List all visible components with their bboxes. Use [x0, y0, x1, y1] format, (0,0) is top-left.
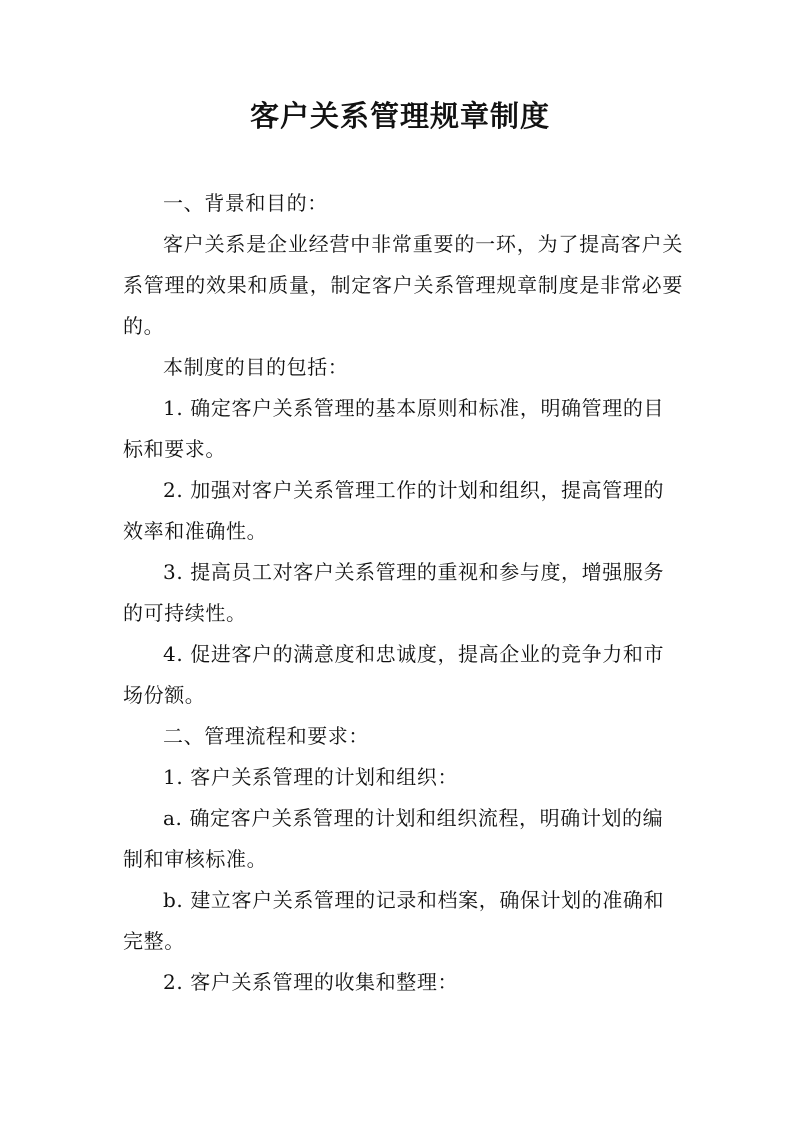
section-heading-process: 二、管理流程和要求： — [163, 724, 369, 748]
list-item-purpose-4: 4. 促进客户的满意度和忠诚度，提高企业的竞争力和市场份额。 — [123, 642, 665, 707]
document-title: 客户关系管理规章制度 — [249, 99, 550, 133]
list-item-purpose-2: 2. 加强对客户关系管理工作的计划和组织，提高管理的效率和准确性。 — [123, 478, 665, 543]
section-heading-background: 一、背景和目的： — [163, 191, 328, 215]
list-item-purpose-3: 3. 提高员工对客户关系管理的重视和参与度，增强服务的可持续性。 — [123, 560, 665, 625]
list-item-process-1: 1. 客户关系管理的计划和组织： — [163, 765, 459, 789]
list-item-process-1b: b. 建立客户关系管理的记录和档案，确保计划的准确和完整。 — [123, 888, 665, 953]
paragraph-purpose-lead: 本制度的目的包括： — [163, 355, 349, 379]
list-item-process-2: 2. 客户关系管理的收集和整理： — [163, 970, 459, 994]
paragraph-intro: 客户关系是企业经营中非常重要的一环，为了提高客户关系管理的效果和质量，制定客户关系管理规章制度是非常必要的。 — [123, 232, 683, 338]
list-item-process-1a: a. 确定客户关系管理的计划和组织流程，明确计划的编制和审核标准。 — [123, 806, 664, 871]
list-item-purpose-1: 1. 确定客户关系管理的基本原则和标准，明确管理的目标和要求。 — [123, 396, 665, 461]
